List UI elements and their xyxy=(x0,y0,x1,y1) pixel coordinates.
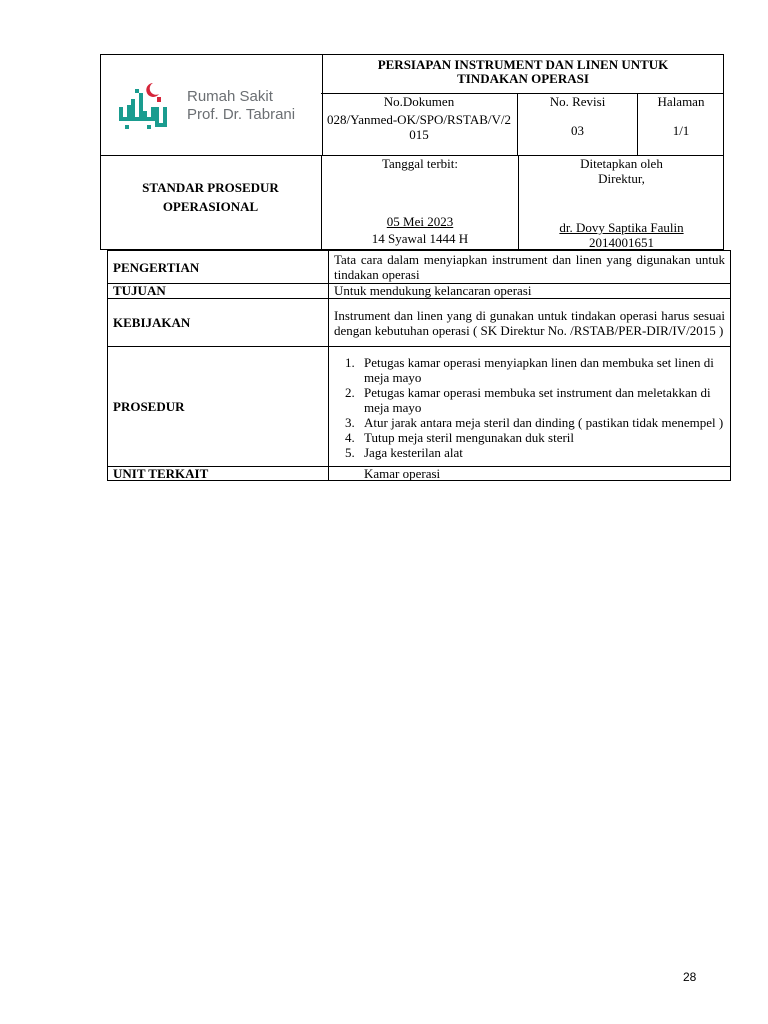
spo-title xyxy=(100,178,321,216)
list-item: 5. Jaga kesterilan alat xyxy=(358,445,725,460)
pengertian-text: Tata cara dalam menyiapkan instrument dan linen yang digunakan untuk tindakan operasi xyxy=(329,251,731,284)
hospital-logo-icon xyxy=(119,77,171,133)
prosedur-label: PROSEDUR xyxy=(108,347,329,467)
no-dokumen-cell xyxy=(321,93,518,156)
director-id: 2014001651 xyxy=(589,235,654,250)
logo-line-2: Prof. Dr. Tabrani xyxy=(187,106,296,123)
table-row-prosedur xyxy=(108,347,731,467)
ditetapkan-line-2: Direktur, xyxy=(598,171,645,186)
list-item: 4. Tutup meja steril mengunakan duk steril xyxy=(358,430,725,445)
no-revisi-value: 03 xyxy=(571,123,584,138)
no-dokumen-value: 028/Yanmed-OK/SPO/RSTAB/V/2015 xyxy=(327,112,511,142)
kebijakan-text: Instrument dan linen yang di gunakan untuk tindakan operasi harus sesuai dengan kebutuhan operasi ( SK Direktur No. /RSTAB/PER-DIR/IV/2015 ) xyxy=(329,299,731,347)
halaman-cell xyxy=(638,93,724,156)
document-title: PERSIAPAN INSTRUMENT DAN LINEN UNTUK TINDAKAN OPERASI xyxy=(377,57,669,86)
table-row-kebijakan xyxy=(108,299,731,347)
page-number: 28 xyxy=(683,970,697,984)
halaman-label: Halaman xyxy=(657,94,705,109)
procedure-table xyxy=(107,250,731,481)
tujuan-text: Untuk mendukung kelancaran operasi xyxy=(329,284,731,299)
logo-line-1: Rumah Sakit xyxy=(187,88,273,105)
tanggal-label: Tanggal terbit: xyxy=(382,156,458,171)
no-revisi-cell xyxy=(518,93,638,156)
tujuan-label: TUJUAN xyxy=(108,284,329,299)
list-item: 3. Atur jarak antara meja steril dan dinding ( pastikan tidak menempel ) xyxy=(358,415,725,430)
spo-title-line-2: OPERASIONAL xyxy=(162,199,259,214)
halaman-value: 1/1 xyxy=(672,123,690,138)
ditetapkan-line-1: Ditetapkan oleh xyxy=(580,156,663,171)
list-item: 1. Petugas kamar operasi menyiapkan linen dan membuka set linen di meja mayo xyxy=(358,355,725,385)
no-dokumen-label: No.Dokumen xyxy=(383,94,455,109)
prosedur-cell xyxy=(329,347,731,467)
kebijakan-label: KEBIJAKAN xyxy=(108,299,329,347)
table-row-unit xyxy=(108,467,731,481)
prosedur-list xyxy=(334,355,725,460)
table-row-pengertian xyxy=(108,251,731,284)
pengertian-label: PENGERTIAN xyxy=(108,251,329,284)
spo-title-line-1: STANDAR PROSEDUR xyxy=(142,180,279,195)
list-item: 2. Petugas kamar operasi membuka set instrument dan meletakkan di meja mayo xyxy=(358,385,725,415)
tanggal-hijri: 14 Syawal 1444 H xyxy=(371,231,469,246)
unit-text: Kamar operasi xyxy=(329,467,731,481)
table-row-tujuan xyxy=(108,284,731,299)
unit-label: UNIT TERKAIT xyxy=(108,467,329,481)
director-name: dr. Dovy Saptika Faulin xyxy=(559,220,684,235)
no-revisi-label: No. Revisi xyxy=(549,94,606,109)
logo-cell xyxy=(101,55,323,156)
tanggal-value: 05 Mei 2023 xyxy=(386,214,454,229)
